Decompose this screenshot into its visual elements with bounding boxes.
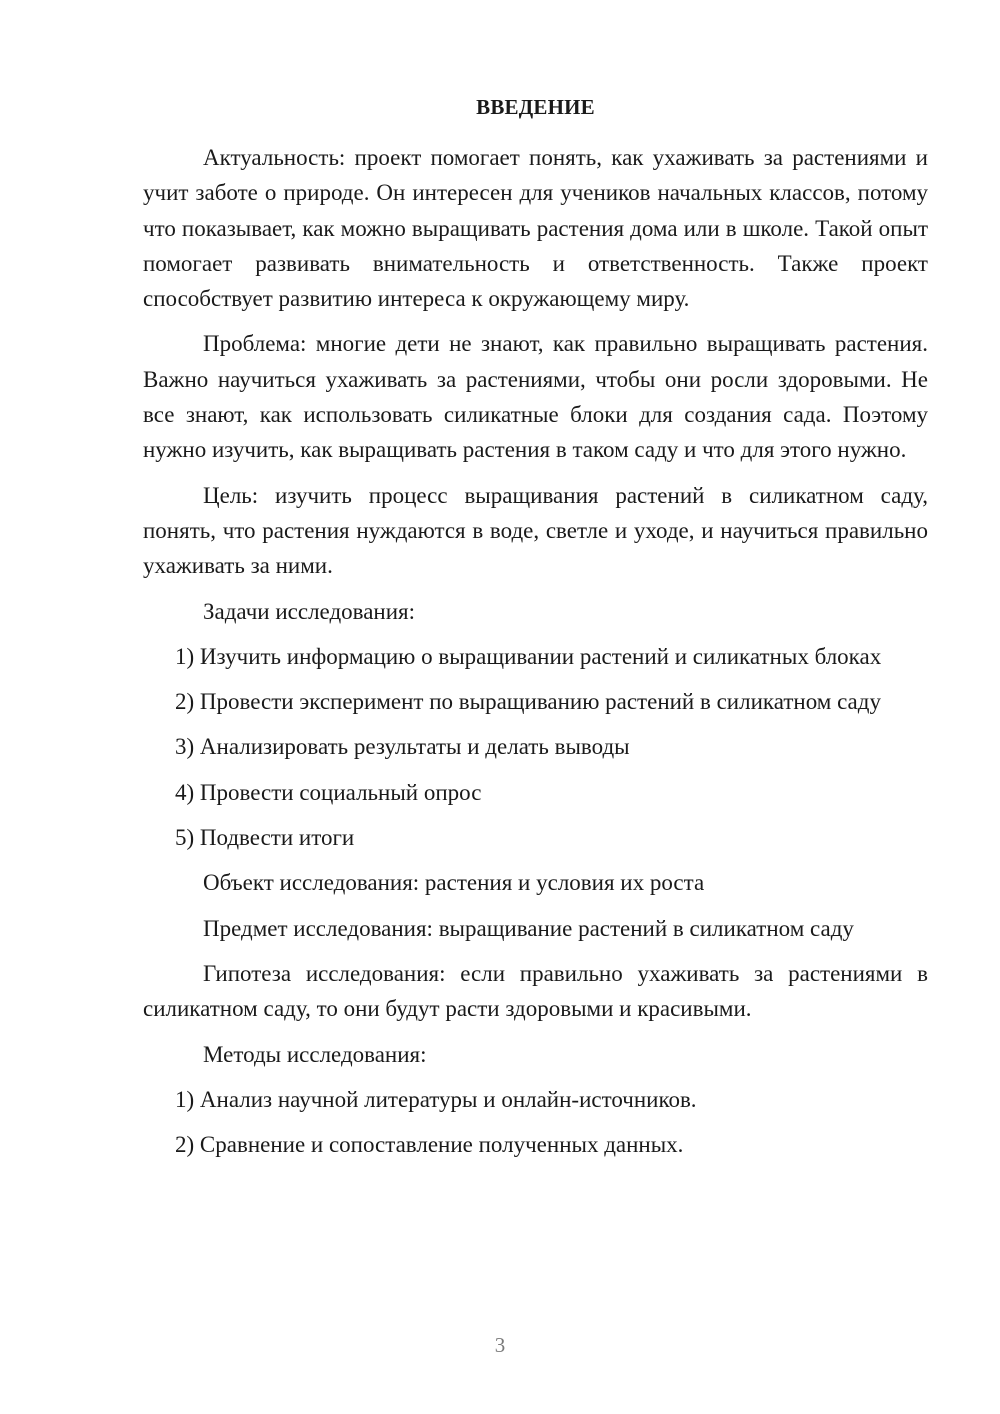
page-number: 3 bbox=[494, 1333, 506, 1357]
method-item: 2) Сравнение и сопоставление полученных данных. bbox=[175, 1132, 684, 1158]
relevance-paragraph: Актуальность: проект помогает понять, как ухаживать за растениями и учит заботе о природе. Он интересен для учеников начальных классов, потому что показывает, как можно выращивать растения дома или в школе. Такой опыт помогает развивать внимательность и ответственность. Также проект способствует развитию интереса к окружающему миру. bbox=[143, 145, 928, 312]
object-line: Объект исследования: растения и условия их роста bbox=[203, 870, 705, 896]
task-item: 2) Провести эксперимент по выращиванию растений в силикатном саду bbox=[175, 689, 881, 715]
goal-paragraph: Цель: изучить процесс выращивания растений в силикатном саду, понять, что растения нуждаются в воде, светле и уходе, и научиться правильно ухаживать за ними. bbox=[143, 482, 928, 579]
problem-paragraph: Проблема: многие дети не знают, как правильно выращивать растения. Важно научиться ухаживать за растениями, чтобы они росли здоровыми. Не все знают, как использовать силикатные блоки для создания сада. Поэтому нужно изучить, как выращивать растения в таком саду и что для этого нужно. bbox=[143, 331, 928, 463]
subject-line: Предмет исследования: выращивание растений в силикатном саду bbox=[203, 915, 854, 941]
section-heading: ВВЕДЕНИЕ bbox=[476, 95, 595, 119]
task-item: 3) Анализировать результаты и делать выводы bbox=[175, 734, 630, 760]
task-item: 5) Подвести итоги bbox=[175, 825, 355, 851]
page-content bbox=[143, 92, 928, 1172]
hypothesis-paragraph: Гипотеза исследования: если правильно ухаживать за растениями в силикатном саду, то они будут расти здоровыми и красивыми. bbox=[143, 960, 928, 1022]
tasks-title: Задачи исследования: bbox=[203, 598, 416, 624]
task-item: 1) Изучить информацию о выращивании растений и силикатных блоках bbox=[175, 643, 882, 669]
task-item: 4) Провести социальный опрос bbox=[175, 779, 482, 805]
method-item: 1) Анализ научной литературы и онлайн-источников. bbox=[175, 1086, 697, 1112]
methods-title: Методы исследования: bbox=[203, 1041, 427, 1067]
